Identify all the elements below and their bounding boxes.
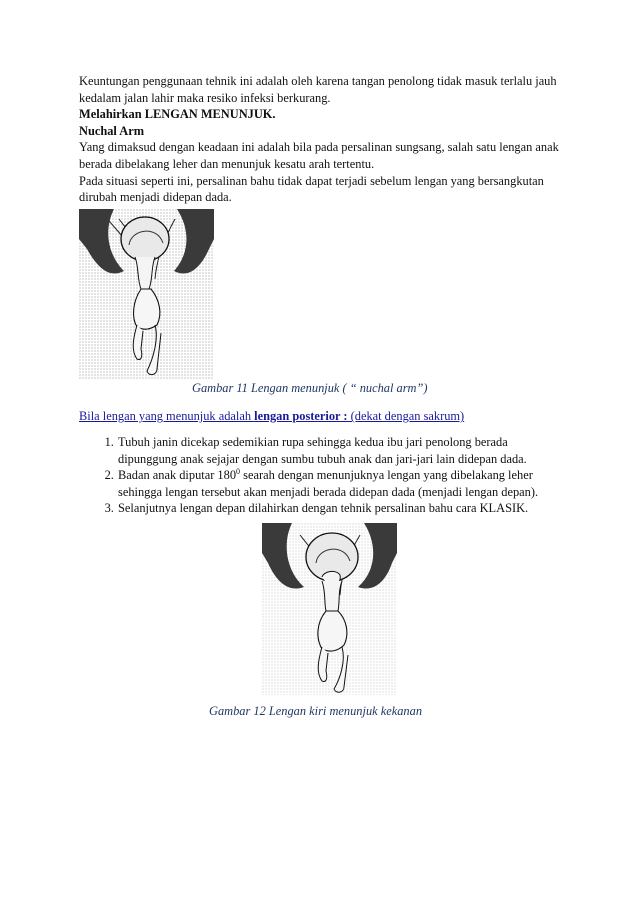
step-item: 1. Tubuh janin dicekap sedemikian rupa sehingga kedua ibu jari penolong berada dipunggung anak sejajar dengan sumbu tubuh anak dan jari-jari lain didepan dada. [117, 434, 563, 467]
paragraph-situation: Pada situasi seperti ini, persalinan bahu tidak dapat terjadi sebelum lengan yang bersangkutan dirubah menjadi didepan dada. [79, 173, 544, 205]
figure-1-wrapper [79, 209, 563, 379]
figure-1-illustration [79, 209, 214, 379]
section-bold-term: lengan posterior : [254, 409, 348, 424]
figure-2-caption: Gambar 12 Lengan kiri menunjuk kekanan [209, 703, 423, 718]
figure-2-wrapper [79, 523, 563, 695]
heading-nuchal-arm-delivery: Melahirkan LENGAN MENUNJUK. [79, 107, 276, 122]
steps-list [79, 434, 563, 517]
step-2-text-a: Badan anak diputar 180 [118, 468, 237, 483]
document-page [79, 73, 563, 720]
heading-nuchal-arm: Nuchal Arm [79, 123, 145, 138]
figure-1-caption: Gambar 11 Lengan menunjuk ( “ nuchal arm”) [192, 380, 428, 395]
step-item [117, 467, 563, 500]
step-2-text-b: searah dengan menunjuknya lengan yang dibelakang leher sehingga lengan tersebut akan menjadi berada didepan dada (menjadi lengan depan). [118, 468, 539, 499]
section-posterior-arm [79, 408, 563, 425]
section-suffix: (dekat dengan sakrum) [347, 409, 465, 424]
step-item: 3. Selanjutnya lengan depan dilahirkan dengan tehnik persalinan bahu cara KLASIK. [117, 500, 563, 517]
paragraph-definition: Yang dimaksud dengan keadaan ini adalah bila pada persalinan sungsang, salah satu lengan anak berada dibelakang leher dan menunjuk kesatu arah tertentu. [79, 140, 559, 171]
paragraph-advantage: Keuntungan penggunaan tehnik ini adalah oleh karena tangan penolong tidak masuk terlalu jauh kedalam jalan lahir maka resiko infeksi berkurang. [79, 74, 557, 105]
step-2-degree: 0 [236, 467, 241, 476]
section-prefix: Bila lengan yang menunjuk adalah [79, 409, 255, 424]
figure-2-illustration [262, 523, 397, 695]
